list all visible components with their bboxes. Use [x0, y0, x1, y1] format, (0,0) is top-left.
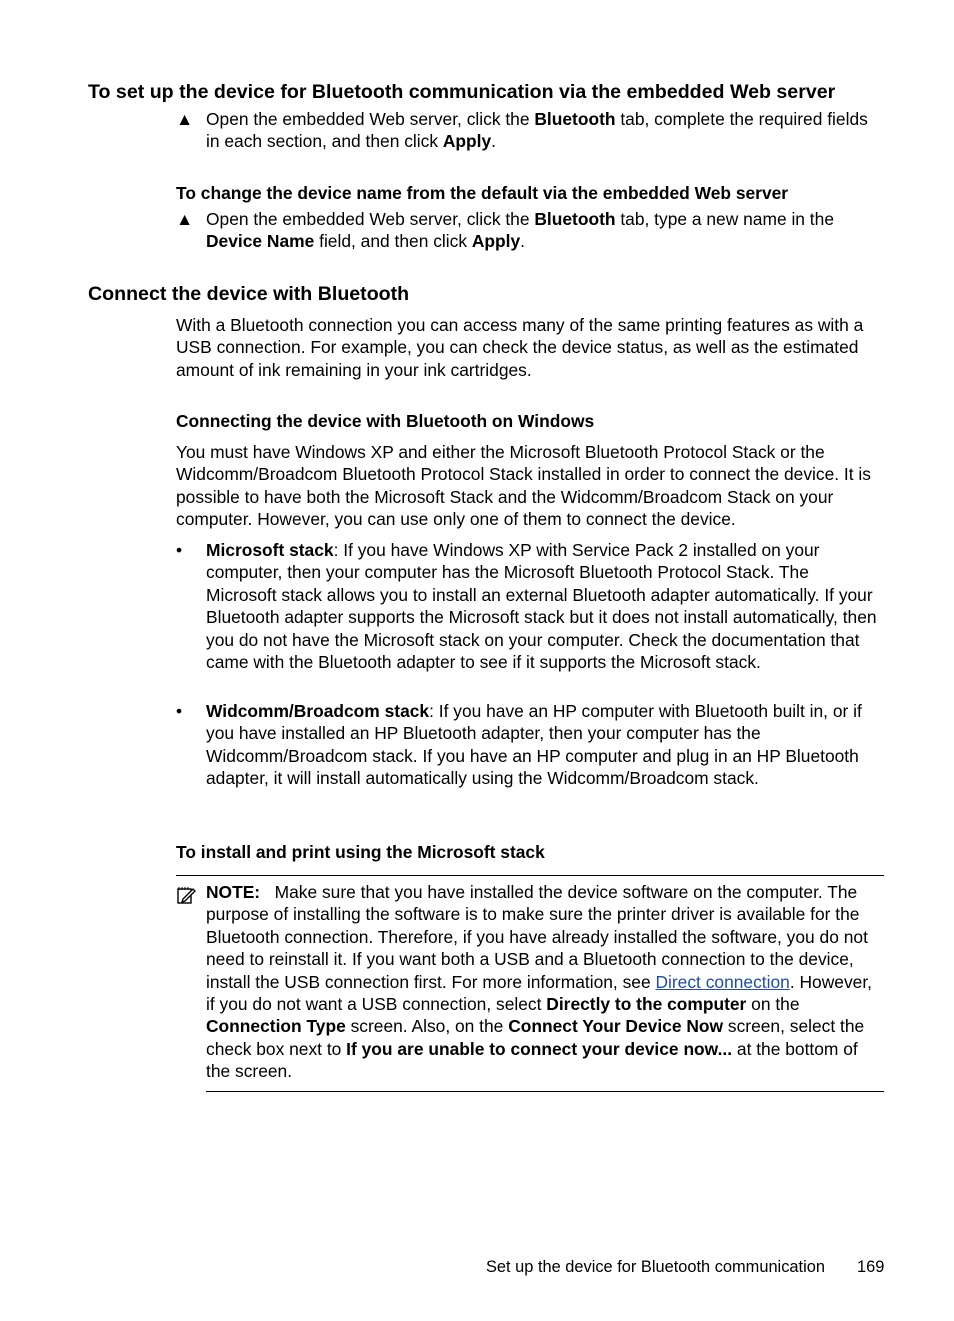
text-run: . [491, 131, 497, 152]
windows-paragraph [176, 441, 884, 531]
text-run: You must have Windows XP and either the Microsoft Bluetooth Protocol Stack or the Widcomm/Broadcom Bluetooth Protocol Stack installed in order to connect the device. It is possible to have both the Microsoft Stack and the Widcomm/Broadcom Stack on your computer. However, you can use only one of them to connect the device. [176, 442, 871, 530]
text-run: on the [746, 994, 800, 1015]
direct-connection-link[interactable]: Direct connection [655, 971, 790, 992]
text-run: . However, if you do not want a USB connection, select [206, 971, 872, 1015]
text-run: tab, type a new name in the [615, 209, 834, 229]
text-run: : If you have an HP computer with Bluetooth built in, or if you have installed an HP Bluetooth adapter, then your computer has the Widcomm/Broadcom stack. If you have an HP computer and plug in an HP Bluetooth adapter, it will install automatically using the Widcomm/Broadcom stack. [206, 701, 862, 789]
heading-windows: Connecting the device with Bluetooth on Windows [176, 411, 595, 431]
triangle-marker-icon: ▲ [176, 209, 194, 229]
note-content [206, 882, 872, 1081]
section-title: Connect the device with Bluetooth [88, 283, 410, 305]
text-run: Open the embedded Web server, click the [206, 109, 535, 129]
bold-term: Bluetooth [534, 209, 616, 229]
text-run: Make sure that you have installed the device software on the computer. The purpose of installing the software is to make sure the printer driver is available for the Bluetooth connection. Therefore, if you have already installed the software, you do not need to reinstall it. If you want both a USB and a Bluetooth connection to the device, install the USB connection first. For more information, see [206, 882, 868, 992]
bold-term: Microsoft stack [206, 540, 334, 560]
intro-paragraph [176, 314, 884, 381]
text-run: Open the embedded Web server, click the [206, 209, 535, 229]
triangle-marker-icon: ▲ [176, 109, 194, 129]
heading-ews-setup: To set up the device for Bluetooth communication via the embedded Web server [88, 81, 836, 103]
heading-change-name: To change the device name from the default via the embedded Web server [176, 183, 789, 203]
bold-term: Apply [471, 231, 521, 252]
text-run: : If you have Windows XP with Service Pack 2 installed on your computer, then your computer has the Microsoft Bluetooth Protocol Stack. The Microsoft stack allows you to install an external Bluetooth adapter automatically. If your Bluetooth adapter supports the Microsoft stack but it does not install automatically, then you do not have the Microsoft stack on your computer. Check the documentation that came with the Bluetooth adapter to see if it supports the Microsoft stack. [206, 540, 877, 673]
bullet-text [206, 539, 884, 673]
bold-term: Widcomm/Broadcom stack [206, 701, 430, 721]
step-text [206, 208, 884, 253]
text-run: . [520, 231, 526, 252]
text-run: screen. Also, on the [345, 1016, 509, 1037]
bold-term: Connection Type [206, 1016, 346, 1037]
bold-term: Bluetooth [534, 109, 616, 129]
bullet-widcomm-stack [176, 700, 884, 790]
step-change-name [176, 208, 884, 253]
step-text [206, 108, 884, 153]
footer-section-title: Set up the device for Bluetooth communication [486, 1258, 825, 1276]
note-label: NOTE: [206, 882, 261, 902]
note-pencil-icon [176, 885, 196, 905]
bold-term: Device Name [206, 231, 315, 252]
bold-term: If you are unable to connect your device now... [346, 1038, 733, 1059]
bullet-text [206, 700, 884, 790]
bullet-icon: • [176, 701, 183, 721]
text-run: field, and then click [314, 231, 472, 252]
bold-term: Connect Your Device Now [508, 1016, 724, 1037]
note-text [206, 876, 884, 1092]
page-number: 169 [857, 1258, 885, 1276]
bullet-icon: • [176, 540, 183, 560]
text-run: screen, select the check box next to [206, 1016, 865, 1059]
text-run: With a Bluetooth connection you can access many of the same printing features as with a USB connection. For example, you can check the device status, as well as the estimated amount of ink remaining in your ink cartridges. [176, 315, 864, 380]
bullet-microsoft-stack [176, 539, 884, 673]
note-box [176, 875, 884, 1092]
bold-term: Directly to the computer [546, 994, 747, 1015]
step-ews-setup [176, 108, 884, 153]
heading-install: To install and print using the Microsoft stack [176, 842, 545, 862]
text-run: at the bottom of the screen. [206, 1038, 858, 1082]
text-run: tab, complete the required fields in each section, and then click [206, 109, 868, 152]
bold-term: Apply [442, 131, 492, 152]
